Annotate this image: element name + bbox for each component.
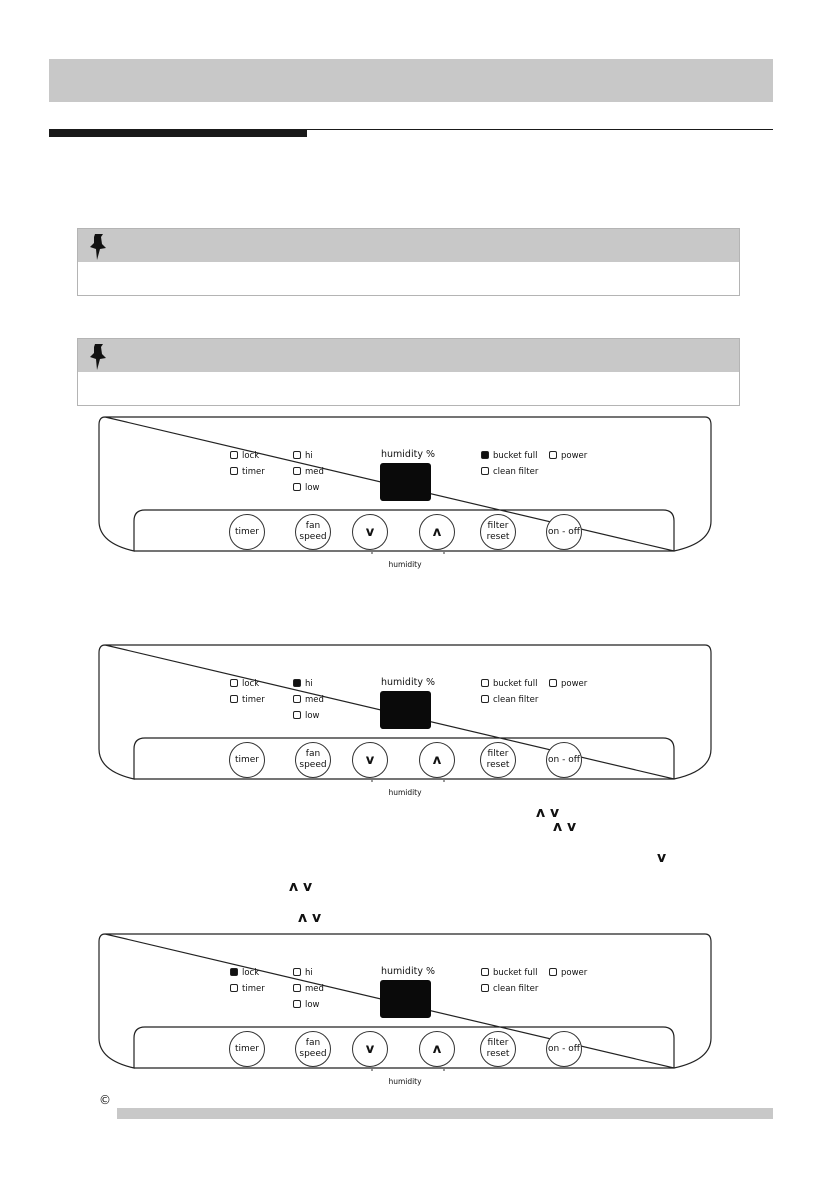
indicator-led xyxy=(230,984,238,992)
indicator-led xyxy=(293,451,301,459)
indicator-label: med xyxy=(305,695,324,705)
indicator-label: hi xyxy=(305,968,313,978)
indicator-led xyxy=(293,483,301,491)
indicator-label: timer xyxy=(242,467,265,477)
indicator-led xyxy=(549,968,557,976)
indicator-bucket-full xyxy=(481,451,537,462)
indicator-led xyxy=(230,679,238,687)
indicator-led xyxy=(481,968,489,976)
note-header-bar xyxy=(78,339,739,372)
note-box-1 xyxy=(77,228,740,296)
indicator-label: hi xyxy=(305,451,313,461)
humidity-bracket-label: humidity xyxy=(388,788,422,797)
down-button[interactable] xyxy=(352,742,388,778)
fan-button[interactable] xyxy=(295,1031,331,1067)
humidity-title: humidity % xyxy=(381,449,435,460)
section-rule-thin xyxy=(307,129,773,130)
arrow-glyphs-row2: ʌ v xyxy=(553,819,577,835)
indicator-led xyxy=(549,451,557,459)
arrow-glyphs-row3: v xyxy=(657,850,667,866)
down-button[interactable] xyxy=(352,1031,388,1067)
fan-button-label: fan xyxy=(305,749,321,759)
note-header-bar xyxy=(78,229,739,262)
down-button-label: v xyxy=(365,752,375,768)
indicator-led xyxy=(293,968,301,976)
fan-button-label: speed xyxy=(299,1049,327,1059)
indicator-label: clean filter xyxy=(493,695,539,705)
indicator-led xyxy=(293,467,301,475)
filter-button-label: filter xyxy=(487,749,509,759)
humidity-bracket-label: humidity xyxy=(388,560,422,569)
indicator-led xyxy=(293,679,301,687)
up-button[interactable] xyxy=(419,742,455,778)
indicator-label: power xyxy=(561,679,588,689)
indicator-led xyxy=(293,695,301,703)
indicator-label: low xyxy=(305,483,320,493)
indicator-clean-filter xyxy=(481,984,538,995)
onoff-button[interactable] xyxy=(546,1031,582,1067)
filter-button-label: reset xyxy=(486,760,510,770)
section-rule-thick xyxy=(49,129,307,137)
indicator-label: timer xyxy=(242,695,265,705)
up-button[interactable] xyxy=(419,1031,455,1067)
note-text xyxy=(90,375,727,401)
indicator-med xyxy=(293,467,324,478)
arrow-glyphs-row5: ʌ v xyxy=(298,910,322,926)
indicator-label: low xyxy=(305,1000,320,1010)
timer-button[interactable] xyxy=(229,514,265,550)
arrow-glyphs-row4: ʌ v xyxy=(289,879,313,895)
indicator-clean-filter xyxy=(481,695,538,706)
humidity-display xyxy=(380,980,431,1018)
indicator-led xyxy=(481,451,489,459)
filter-button[interactable] xyxy=(480,514,516,550)
humidity-title: humidity % xyxy=(381,677,435,688)
filter-button-label: filter xyxy=(487,521,509,531)
indicator-med xyxy=(293,695,324,706)
indicator-label: bucket full xyxy=(493,451,538,461)
down-button-label: v xyxy=(365,524,375,540)
control-panel-3 xyxy=(97,932,712,1086)
note-box-2 xyxy=(77,338,740,406)
indicator-label: clean filter xyxy=(493,984,539,994)
indicator-led xyxy=(230,968,238,976)
indicator-label: power xyxy=(561,968,588,978)
up-button-label: ʌ xyxy=(432,524,442,540)
indicator-hi xyxy=(293,679,313,690)
indicator-led xyxy=(230,451,238,459)
indicator-low xyxy=(293,483,320,494)
fan-button[interactable] xyxy=(295,514,331,550)
timer-button[interactable] xyxy=(229,742,265,778)
fan-button-label: speed xyxy=(299,760,327,770)
indicator-label: clean filter xyxy=(493,467,539,477)
down-button[interactable] xyxy=(352,514,388,550)
indicator-led xyxy=(293,984,301,992)
indicator-med xyxy=(293,984,324,995)
indicator-label: timer xyxy=(242,984,265,994)
onoff-button-label: on - off xyxy=(548,1043,580,1054)
onoff-button[interactable] xyxy=(546,742,582,778)
indicator-led xyxy=(230,695,238,703)
indicator-bucket-full xyxy=(481,968,537,979)
indicator-label: power xyxy=(561,451,588,461)
indicator-label: bucket full xyxy=(493,968,538,978)
control-panel-2 xyxy=(97,643,712,797)
indicator-bucket-full xyxy=(481,679,537,690)
humidity-display xyxy=(380,463,431,501)
indicator-led xyxy=(293,1000,301,1008)
up-button[interactable] xyxy=(419,514,455,550)
humidity-title: humidity % xyxy=(381,966,435,977)
timer-button-label: timer xyxy=(234,1043,260,1054)
indicator-label: bucket full xyxy=(493,679,538,689)
fan-button-label: speed xyxy=(299,532,327,542)
humidity-display xyxy=(380,691,431,729)
up-button-label: ʌ xyxy=(432,1041,442,1057)
onoff-button-label: on - off xyxy=(548,754,580,765)
indicator-label: lock xyxy=(242,451,260,461)
onoff-button[interactable] xyxy=(546,514,582,550)
control-panel-1 xyxy=(97,415,712,569)
indicator-led xyxy=(481,679,489,687)
indicator-lock xyxy=(230,451,259,462)
timer-button-label: timer xyxy=(234,754,260,765)
indicator-power xyxy=(549,679,587,690)
indicator-clean-filter xyxy=(481,467,538,478)
indicator-timer xyxy=(230,984,265,995)
filter-button[interactable] xyxy=(480,742,516,778)
indicator-low xyxy=(293,1000,320,1011)
indicator-lock xyxy=(230,968,259,979)
indicator-low xyxy=(293,711,320,722)
onoff-button-label: on - off xyxy=(548,526,580,537)
filter-button-label: reset xyxy=(486,532,510,542)
humidity-bracket-label: humidity xyxy=(388,1077,422,1086)
indicator-label: med xyxy=(305,467,324,477)
indicator-label: low xyxy=(305,711,320,721)
indicator-timer xyxy=(230,467,265,478)
footer-bar xyxy=(117,1108,773,1119)
indicator-power xyxy=(549,451,587,462)
arrow-glyphs-row1: ʌ v xyxy=(536,805,560,821)
filter-button-label: reset xyxy=(486,1049,510,1059)
timer-button-label: timer xyxy=(234,526,260,537)
indicator-hi xyxy=(293,968,313,979)
indicator-hi xyxy=(293,451,313,462)
filter-button-label: filter xyxy=(487,1038,509,1048)
filter-button[interactable] xyxy=(480,1031,516,1067)
copyright-symbol: © xyxy=(99,1093,111,1107)
fan-button-label: fan xyxy=(305,521,321,531)
indicator-led xyxy=(549,679,557,687)
indicator-led xyxy=(481,984,489,992)
section-header-band xyxy=(49,59,773,102)
indicator-label: lock xyxy=(242,679,260,689)
indicator-led xyxy=(293,711,301,719)
indicator-led xyxy=(481,695,489,703)
indicator-led xyxy=(230,467,238,475)
indicator-label: hi xyxy=(305,679,313,689)
timer-button[interactable] xyxy=(229,1031,265,1067)
indicator-label: lock xyxy=(242,968,260,978)
note-text xyxy=(90,265,727,291)
down-button-label: v xyxy=(365,1041,375,1057)
indicator-lock xyxy=(230,679,259,690)
indicator-label: med xyxy=(305,984,324,994)
pushpin-icon xyxy=(86,232,110,262)
pushpin-icon xyxy=(86,342,110,372)
indicator-timer xyxy=(230,695,265,706)
up-button-label: ʌ xyxy=(432,752,442,768)
indicator-power xyxy=(549,968,587,979)
fan-button-label: fan xyxy=(305,1038,321,1048)
indicator-led xyxy=(481,467,489,475)
fan-button[interactable] xyxy=(295,742,331,778)
